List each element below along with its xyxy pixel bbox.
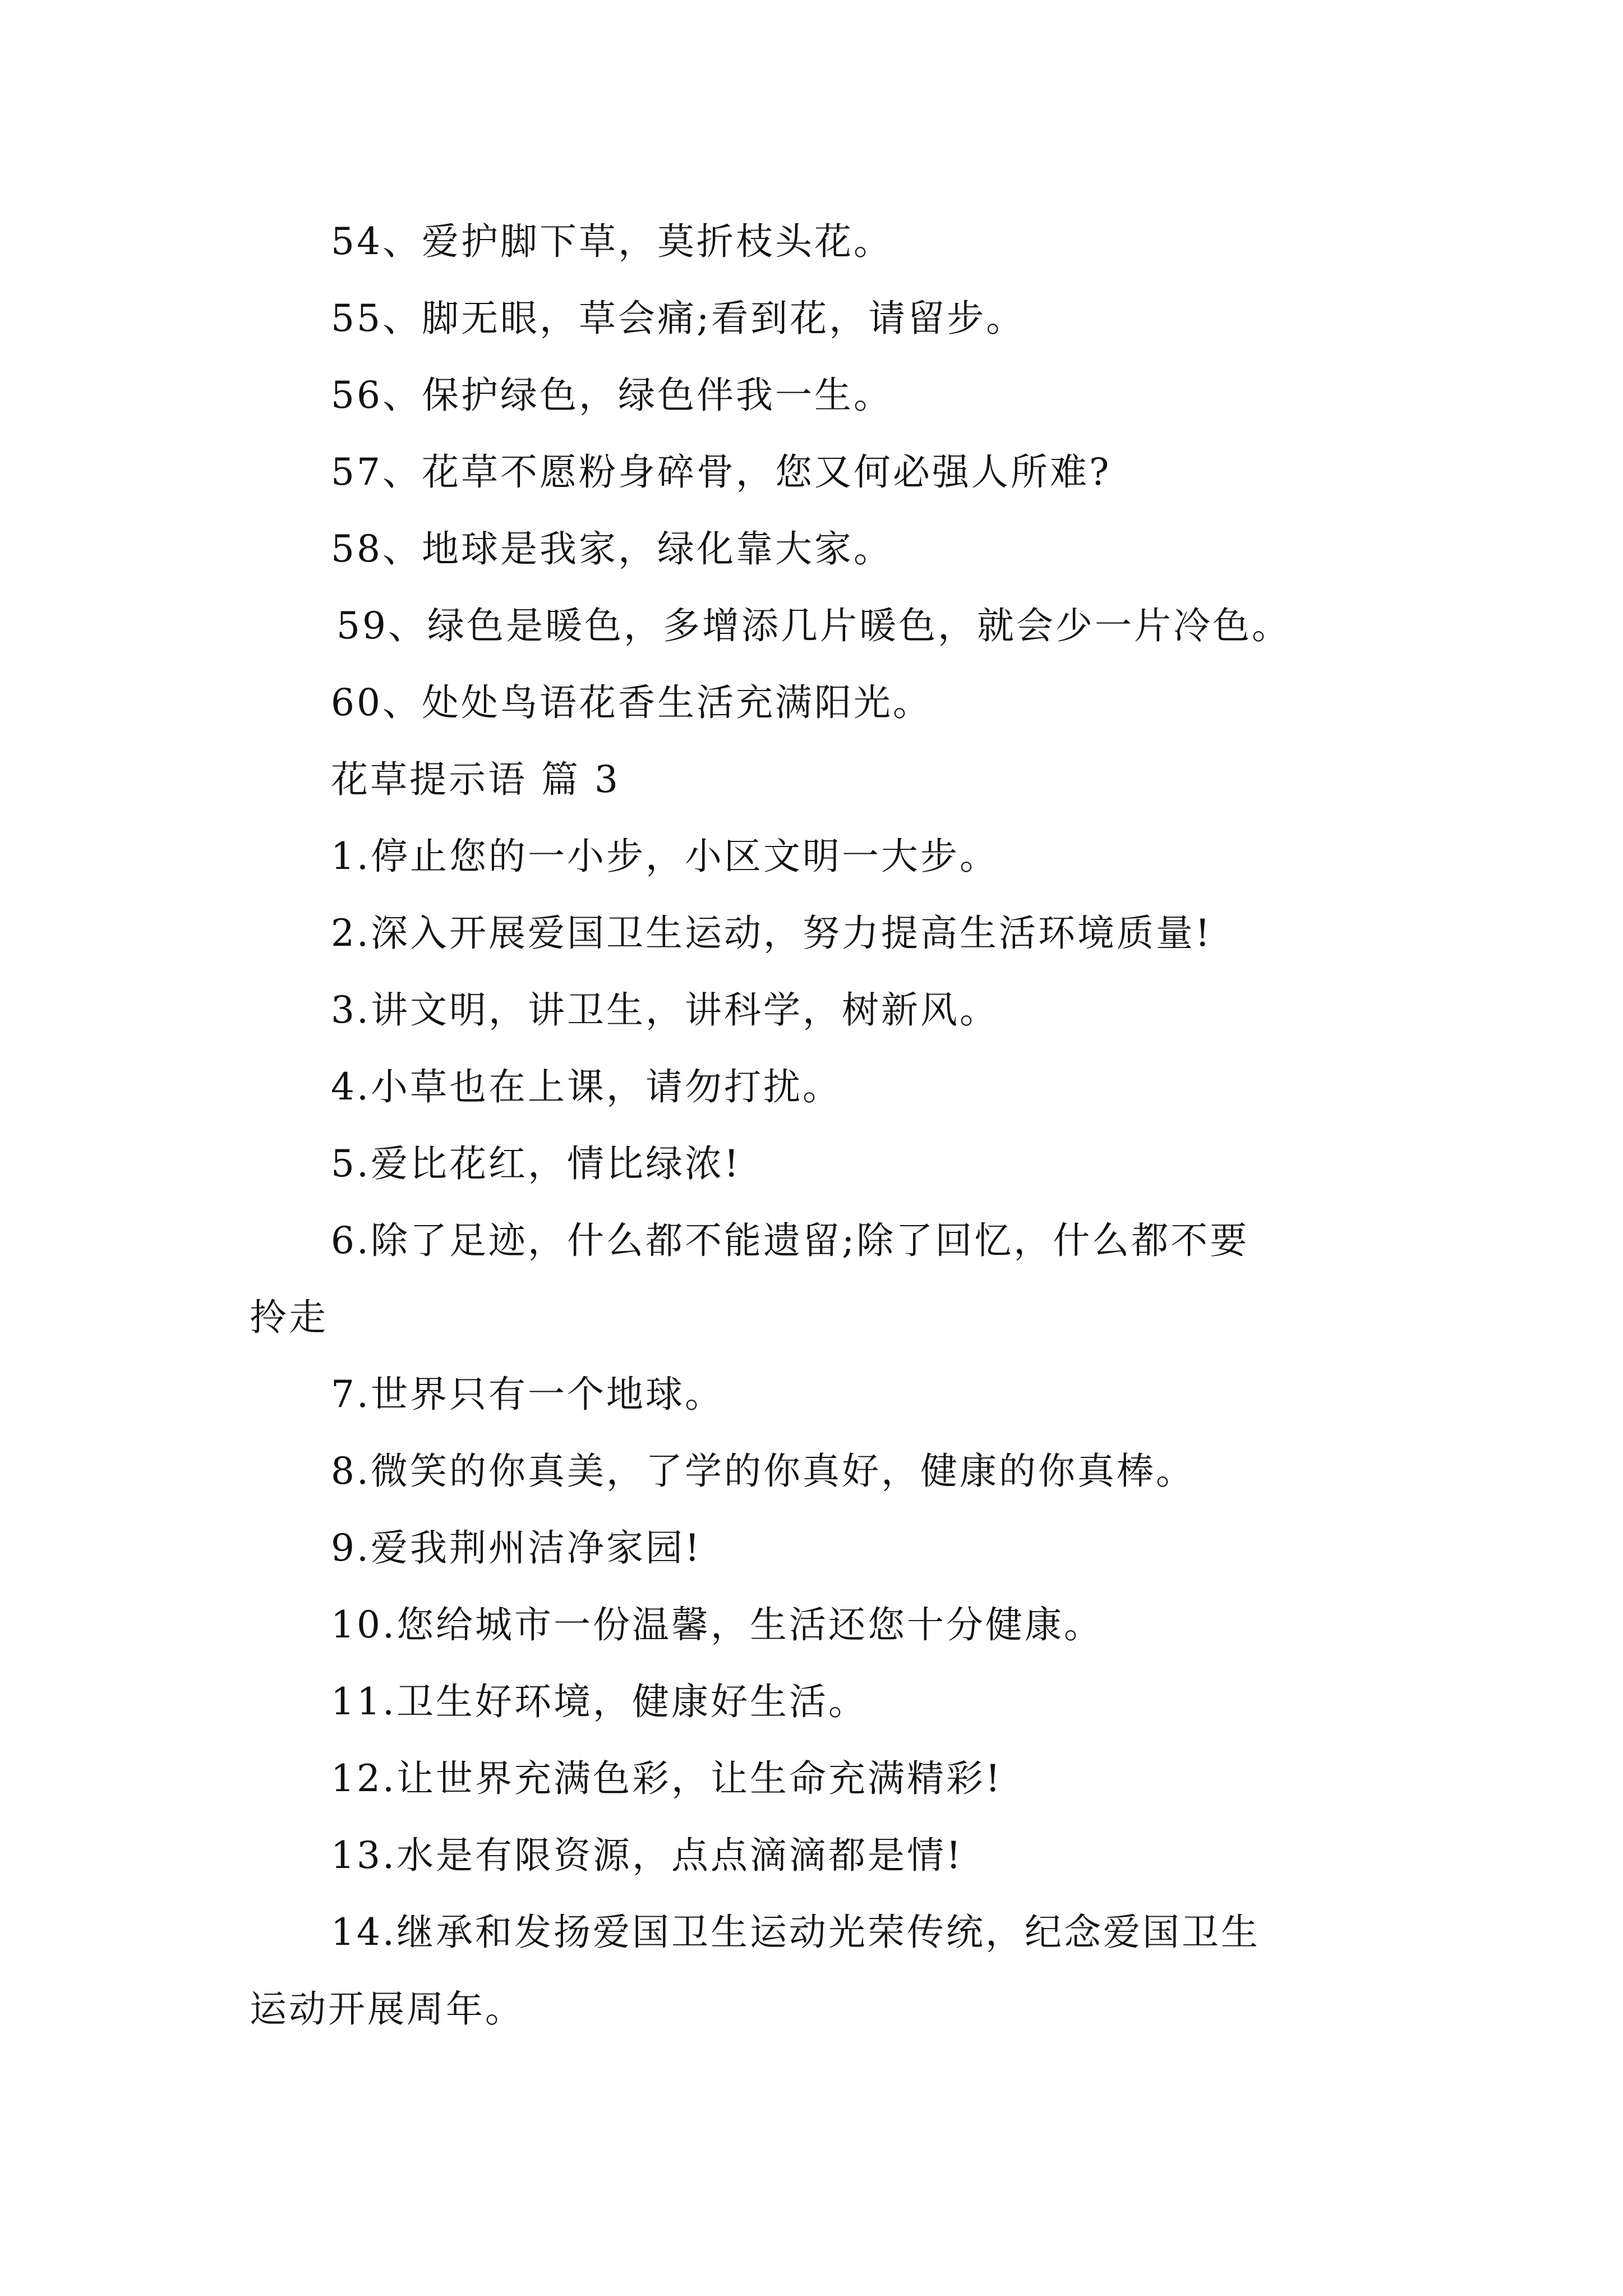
tip-9: 9.爱我荆州洁净家园! <box>331 1526 702 1570</box>
tip-3: 3.讲文明，讲卫生，讲科学，树新风。 <box>331 988 999 1032</box>
slogan-60: 60、处处鸟语花香生活充满阳光。 <box>331 681 932 724</box>
slogan-57: 57、花草不愿粉身碎骨，您又何必强人所难? <box>331 450 1112 494</box>
tip-6: 6.除了足迹，什么都不能遗留;除了回忆，什么都不要 <box>331 1219 1249 1262</box>
tip-11: 11.卫生好环境，健康好生活。 <box>331 1680 868 1723</box>
tip-7: 7.世界只有一个地球。 <box>331 1373 724 1416</box>
tip-10: 10.您给城市一份温馨，生活还您十分健康。 <box>331 1603 1103 1646</box>
slogan-54: 54、爱护脚下草，莫折枝头花。 <box>331 220 893 263</box>
section-heading: 花草提示语 篇 3 <box>331 758 620 801</box>
tip-14-continued: 运动开展周年。 <box>250 1987 524 2031</box>
tip-14: 14.继承和发扬爱国卫生运动光荣传统，纪念爱国卫生 <box>331 1911 1260 1954</box>
tip-5: 5.爱比花红，情比绿浓! <box>331 1142 741 1185</box>
slogan-59: 59、绿色是暖色，多增添几片暖色，就会少一片冷色。 <box>336 604 1291 647</box>
slogan-58: 58、地球是我家，绿化靠大家。 <box>331 527 893 570</box>
tip-1: 1.停止您的一小步，小区文明一大步。 <box>331 835 999 878</box>
tip-12: 12.让世界充满色彩，让生命充满精彩! <box>331 1757 1003 1800</box>
tip-4: 4.小草也在上课，请勿打扰。 <box>331 1065 842 1108</box>
tip-2: 2.深入开展爱国卫生运动，努力提高生活环境质量! <box>331 912 1212 955</box>
slogan-55: 55、脚无眼，草会痛;看到花，请留步。 <box>331 297 1026 340</box>
tip-8: 8.微笑的你真美，了学的你真好，健康的你真棒。 <box>331 1450 1195 1493</box>
tip-13: 13.水是有限资源，点点滴滴都是情! <box>331 1834 963 1877</box>
slogan-56: 56、保护绿色，绿色伴我一生。 <box>331 374 893 417</box>
tip-6-continued: 拎走 <box>250 1296 328 1339</box>
